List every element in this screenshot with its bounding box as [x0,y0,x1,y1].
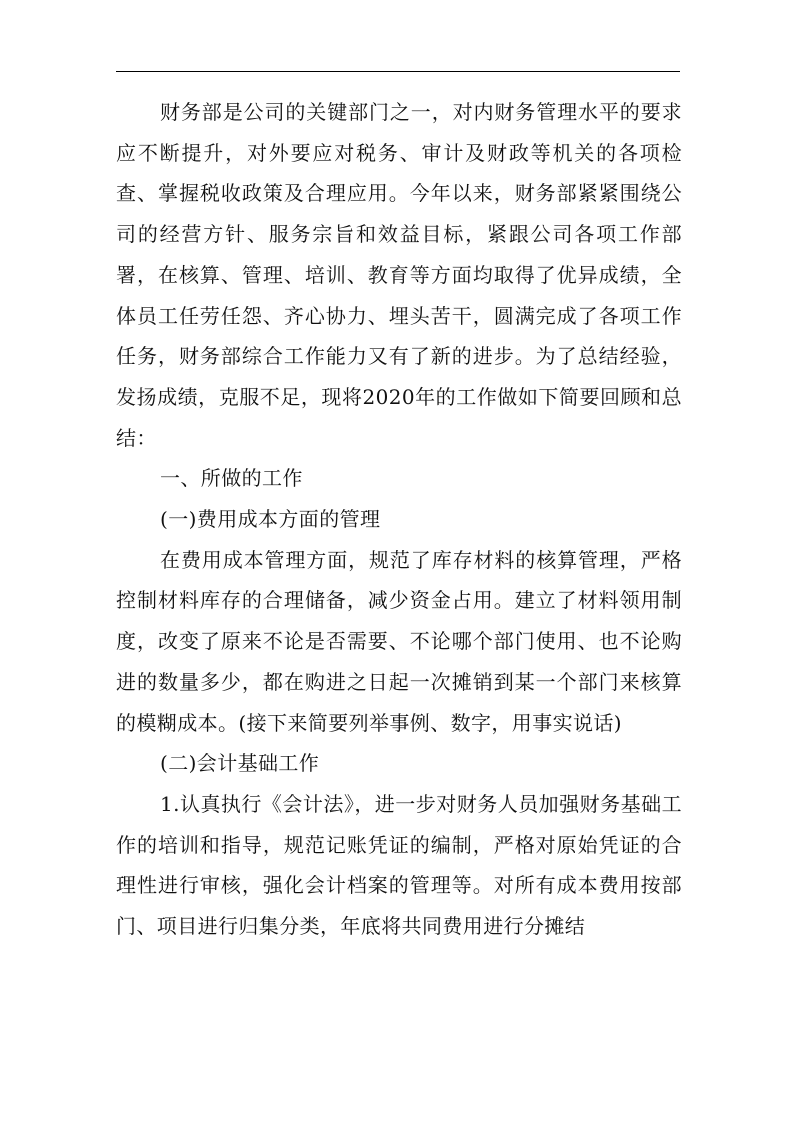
section-heading-work-done: 一、所做的工作 [160,466,303,491]
subsection-heading-accounting-basics: (二)会计基础工作 [160,751,320,776]
document-body [116,92,682,947]
intro-paragraph: 财务部是公司的关键部门之一，对内财务管理水平的要求应不断提升，对外要应对税务、审计及财政等机关的各项检查、掌握税收政策及合理应用。今年以来，财务部紧紧围绕公司的经营方针、服务宗旨和效益目标，紧跟公司各项工作部署，在核算、管理、培训、教育等方面均取得了优异成绩，全体员工任劳任怨、齐心协力、埋头苦干，圆满完成了各项工作任务，财务部综合工作能力又有了新的进步。为了总结经验，发扬成绩，克服不足，现将2020年的工作做如下简要回顾和总结： [116,100,682,450]
subsection-heading-cost-management: (一)费用成本方面的管理 [160,507,381,532]
header-rule [116,71,680,72]
accounting-law-paragraph: 1.认真执行《会计法》，进一步对财务人员加强财务基础工作的培训和指导，规范记账凭证的编制，严格对原始凭证的合理性进行审核，强化会计档案的管理等。对所有成本费用按部门、项目进行归集分类，年底将共同费用进行分摊结 [116,791,682,939]
cost-management-paragraph: 在费用成本管理方面，规范了库存材料的核算管理，严格控制材料库存的合理储备，减少资金占用。建立了材料领用制度，改变了原来不论是否需要、不论哪个部门使用、也不论购进的数量多少，都在购进之日起一次摊销到某一个部门来核算的模糊成本。(接下来简要列举事例、数字，用事实说话) [116,547,682,735]
